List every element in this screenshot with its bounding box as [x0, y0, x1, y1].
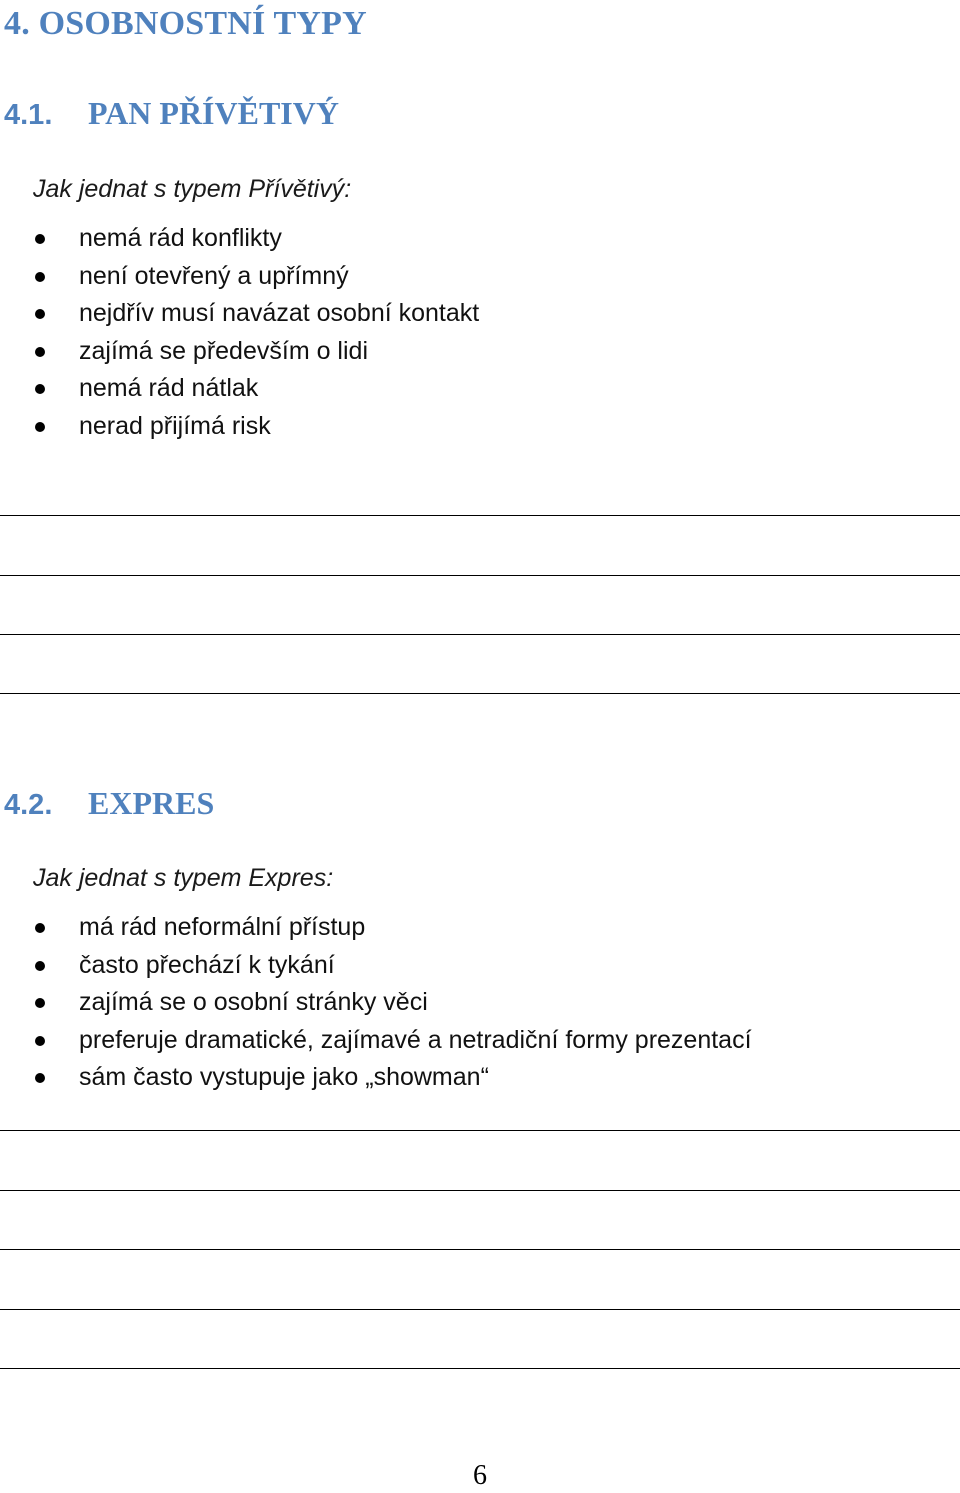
- writing-line: [0, 515, 960, 516]
- bullet-icon: [35, 384, 45, 394]
- section-number: 4.1.: [4, 99, 53, 131]
- writing-line: [0, 1130, 960, 1131]
- list-item: [0, 1059, 752, 1097]
- list-item: [0, 220, 479, 258]
- section-title: PAN PŘÍVĚTIVÝ: [88, 95, 339, 131]
- bullet-icon: [35, 309, 45, 319]
- bullet-icon: [35, 1036, 45, 1046]
- list-item-text: preferuje dramatické, zajímavé a netradiční formy prezentací: [79, 1025, 752, 1054]
- section-heading-pan-privetivy: [4, 94, 339, 134]
- writing-line: [0, 1368, 960, 1369]
- list-item-text: není otevřený a upřímný: [79, 261, 349, 290]
- list-item: [0, 408, 479, 446]
- bullet-icon: [35, 422, 45, 432]
- list-item: [0, 370, 479, 408]
- bullet-icon: [35, 923, 45, 933]
- list-item: [0, 909, 752, 947]
- list-item: [0, 1022, 752, 1060]
- section-number: 4.2.: [4, 789, 53, 821]
- list-item: [0, 984, 752, 1022]
- writing-line: [0, 634, 960, 635]
- list-item-text: sám často vystupuje jako „showman“: [79, 1063, 489, 1092]
- list-item-text: často přechází k tykání: [79, 950, 335, 979]
- bullet-icon: [35, 347, 45, 357]
- bullet-icon: [35, 272, 45, 282]
- list-item-text: nemá rád nátlak: [79, 374, 259, 403]
- bullet-icon: [35, 998, 45, 1008]
- section-heading-expres: [4, 784, 214, 824]
- page-number: 6: [473, 1460, 487, 1491]
- list-item-text: nerad přijímá risk: [79, 411, 271, 440]
- writing-line: [0, 575, 960, 576]
- bullet-list-pan-privetivy: [0, 220, 479, 446]
- bullet-list-expres: [0, 909, 752, 1097]
- writing-line: [0, 693, 960, 694]
- list-item: [0, 295, 479, 333]
- section-intro: Jak jednat s typem Expres:: [33, 864, 334, 892]
- list-item: [0, 258, 479, 296]
- bullet-icon: [35, 1073, 45, 1083]
- list-item-text: zajímá se o osobní stránky věci: [79, 988, 428, 1017]
- list-item-text: má rád neformální přístup: [79, 913, 366, 941]
- bullet-icon: [35, 961, 45, 971]
- list-item-text: zajímá se především o lidi: [79, 336, 369, 365]
- writing-line: [0, 1190, 960, 1191]
- list-item: [0, 333, 479, 371]
- writing-line: [0, 1249, 960, 1250]
- section-title: EXPRES: [88, 785, 215, 821]
- chapter-heading: 4. OSOBNOSTNÍ TYPY: [4, 5, 367, 42]
- writing-line: [0, 1309, 960, 1310]
- list-item-text: nejdřív musí navázat osobní kontakt: [79, 299, 480, 328]
- bullet-icon: [35, 234, 45, 244]
- list-item: [0, 947, 752, 985]
- list-item-text: nemá rád konflikty: [79, 224, 282, 252]
- section-intro: Jak jednat s typem Přívětivý:: [33, 175, 352, 203]
